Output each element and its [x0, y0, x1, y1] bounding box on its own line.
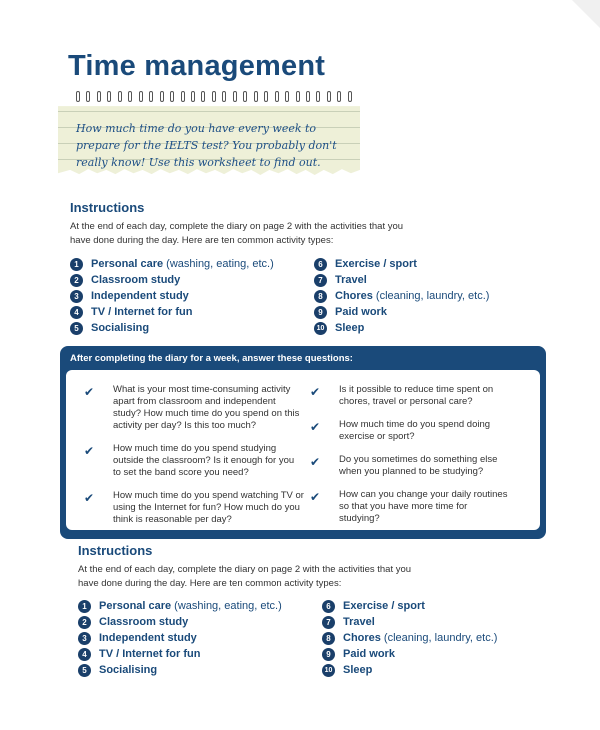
- activity-list-right-2: [322, 598, 497, 678]
- list-item: 2 Classroom study: [70, 272, 274, 288]
- number-badge-icon: 4: [70, 306, 83, 319]
- list-item: 1 Personal care (washing, eating, etc.): [70, 256, 274, 272]
- list-item: 8 Chores (cleaning, laundry, etc.): [322, 630, 497, 646]
- list-item: 5 Socialising: [70, 320, 274, 336]
- notepad-text: How much time do you have every week to prepare for the IELTS test? You probably don't really know! Use this worksheet to find out.: [76, 122, 337, 169]
- list-item: 8 Chores (cleaning, laundry, etc.): [314, 288, 489, 304]
- list-item: 3 Independent study: [70, 288, 274, 304]
- list-item: 3 Independent study: [78, 630, 282, 646]
- number-badge-icon: 7: [314, 274, 327, 287]
- number-badge-icon: 8: [314, 290, 327, 303]
- number-badge-icon: 3: [70, 290, 83, 303]
- question-item: ✔ How can you change your daily routines so that you have more time for studying?: [310, 489, 508, 524]
- checkmark-icon: ✔: [84, 491, 95, 505]
- number-badge-icon: 5: [78, 664, 91, 677]
- list-item: 7 Travel: [314, 272, 489, 288]
- questions-box: [60, 346, 546, 539]
- questions-column-right: [310, 384, 510, 536]
- number-badge-icon: 1: [78, 600, 91, 613]
- number-badge-icon: 7: [322, 616, 335, 629]
- number-badge-icon: 10: [314, 322, 327, 335]
- question-item: ✔ Is it possible to reduce time spent on chores, travel or personal care?: [310, 384, 494, 407]
- list-item: 4 TV / Internet for fun: [70, 304, 274, 320]
- checkmark-icon: ✔: [84, 385, 95, 399]
- number-badge-icon: 2: [70, 274, 83, 287]
- question-item: ✔ Do you sometimes do something else when you planned to be studying?: [310, 454, 498, 477]
- number-badge-icon: 5: [70, 322, 83, 335]
- activity-list-right-1: [314, 256, 489, 336]
- activity-list-left-1: [70, 256, 274, 336]
- checkmark-icon: ✔: [310, 385, 321, 399]
- page-corner-fold: [572, 0, 600, 28]
- notepad-spiral: [76, 91, 352, 105]
- page-title: Time management: [68, 50, 326, 82]
- number-badge-icon: 3: [78, 632, 91, 645]
- instructions-text-2: At the end of each day, complete the diary on page 2 with the activities that you have done during the day. Here are ten common activity types:: [78, 564, 412, 589]
- list-item: 5 Socialising: [78, 662, 282, 678]
- instructions-text-1: At the end of each day, complete the diary on page 2 with the activities that you have done during the day. Here are ten common activity types:: [70, 221, 404, 246]
- list-item: 6 Exercise / sport: [314, 256, 489, 272]
- number-badge-icon: 2: [78, 616, 91, 629]
- questions-panel: [66, 370, 540, 530]
- activity-list-left-2: [78, 598, 282, 678]
- number-badge-icon: 9: [322, 648, 335, 661]
- list-item: 4 TV / Internet for fun: [78, 646, 282, 662]
- number-badge-icon: 6: [322, 600, 335, 613]
- number-badge-icon: 4: [78, 648, 91, 661]
- list-item: 6 Exercise / sport: [322, 598, 497, 614]
- list-item: 10 Sleep: [322, 662, 497, 678]
- instructions-heading-1: Instructions: [70, 200, 145, 215]
- list-item: 7 Travel: [322, 614, 497, 630]
- checkmark-icon: ✔: [310, 455, 321, 469]
- number-badge-icon: 10: [322, 664, 335, 677]
- number-badge-icon: 8: [322, 632, 335, 645]
- number-badge-icon: 6: [314, 258, 327, 271]
- questions-title: After completing the diary for a week, answer these questions:: [70, 353, 353, 364]
- checkmark-icon: ✔: [310, 490, 321, 504]
- question-item: ✔ How much time do you spend watching TV or using the Internet for fun? How much do you think is reasonable per day?: [84, 490, 304, 525]
- list-item: 2 Classroom study: [78, 614, 282, 630]
- checkmark-icon: ✔: [84, 444, 95, 458]
- question-item: ✔ How much time do you spend doing exercise or sport?: [310, 419, 491, 442]
- question-item: ✔ How much time do you spend studying outside the classroom? Is it enough for you to set the band score you need?: [84, 443, 295, 478]
- question-item: ✔ What is your most time-consuming activity apart from classroom and independent study? How much time do you spend on this activity per day? Is this too much?: [84, 384, 300, 431]
- number-badge-icon: 1: [70, 258, 83, 271]
- number-badge-icon: 9: [314, 306, 327, 319]
- list-item: 9 Paid work: [322, 646, 497, 662]
- list-item: 9 Paid work: [314, 304, 489, 320]
- list-item: 10 Sleep: [314, 320, 489, 336]
- questions-column-left: [84, 384, 304, 537]
- checkmark-icon: ✔: [310, 420, 321, 434]
- instructions-heading-2: Instructions: [78, 543, 153, 558]
- list-item: 1 Personal care (washing, eating, etc.): [78, 598, 282, 614]
